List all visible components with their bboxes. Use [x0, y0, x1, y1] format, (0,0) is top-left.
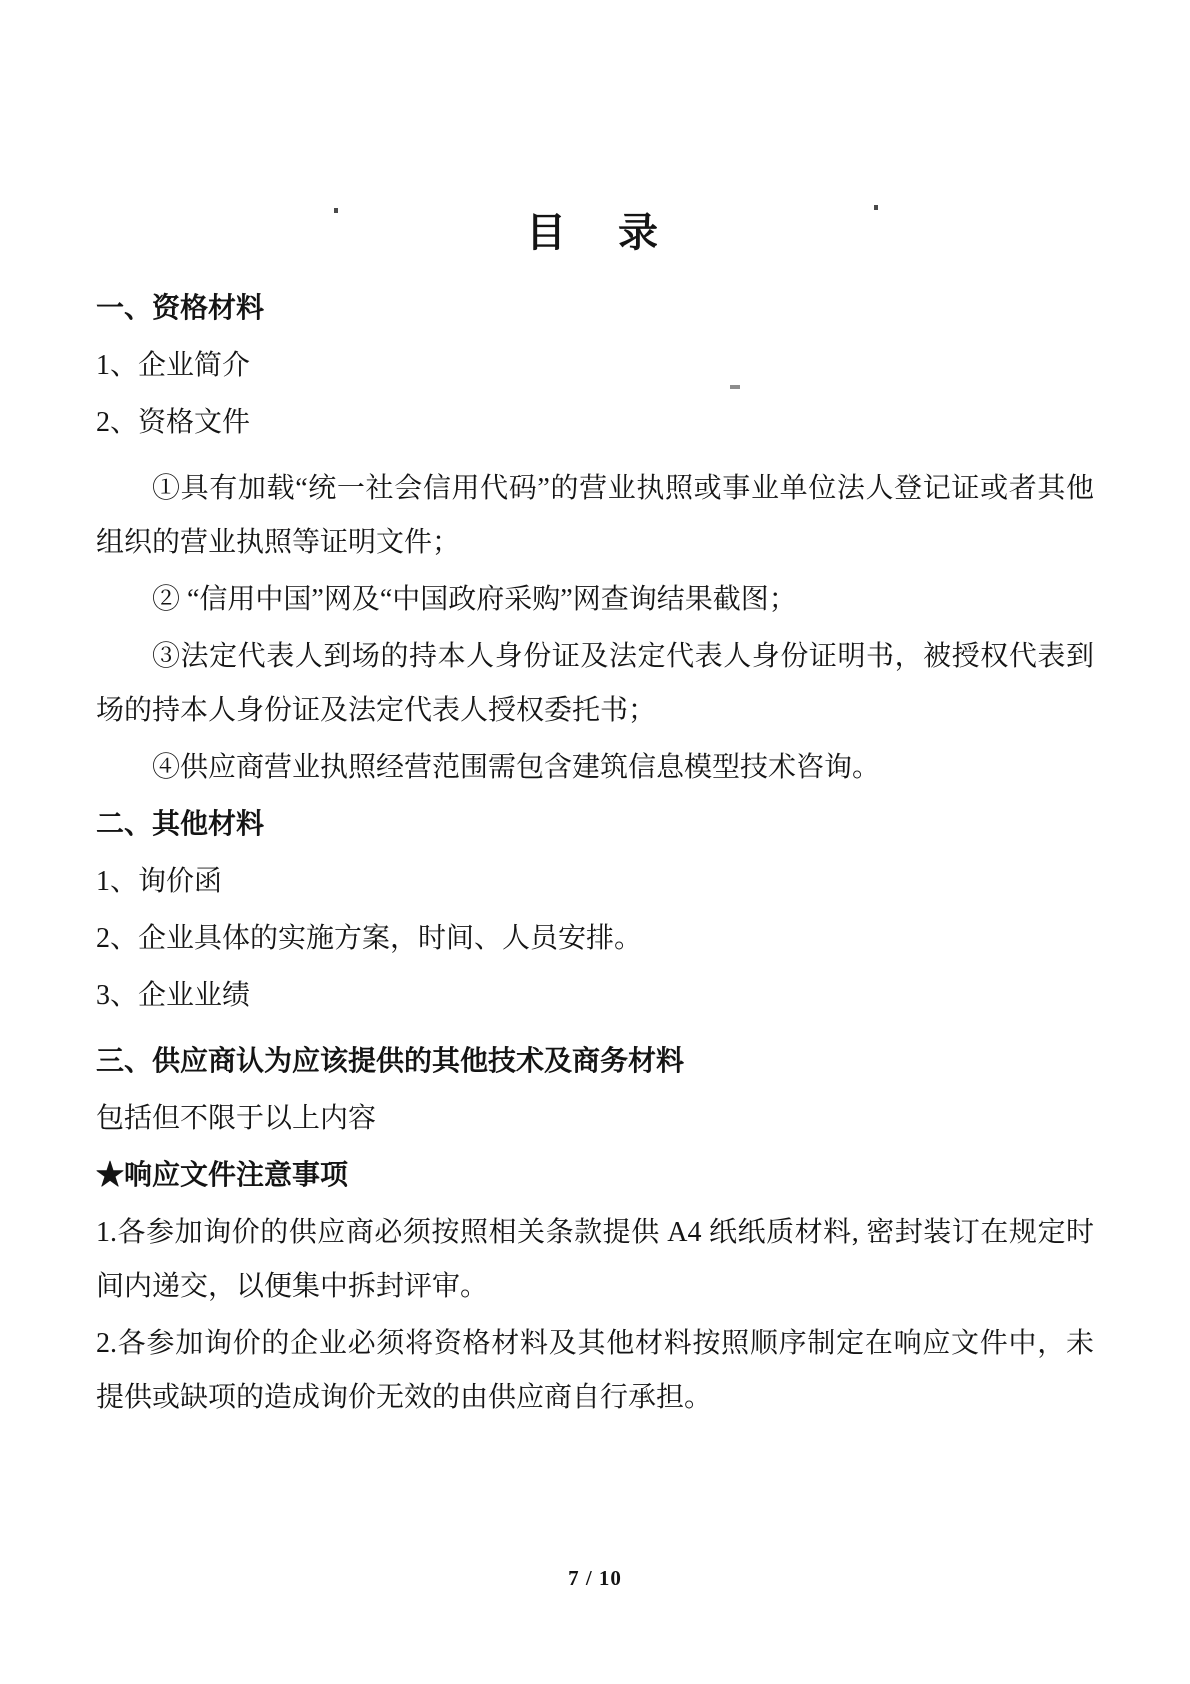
document-title: 目 录: [526, 210, 664, 255]
page-number: 7 / 10: [568, 1566, 622, 1590]
toc-heading-other-materials: 二、其他材料: [96, 809, 265, 840]
toc-item-business-license-proof: ①具有加载“统一社会信用代码”的营业执照或事业单位法人登记证或者其他组织的营业执照等证明文件；: [96, 473, 1094, 558]
toc-heading-other-technical-business-materials: 三、供应商认为应该提供的其他技术及商务材料: [96, 1046, 685, 1077]
toc-item-implementation-plan: 2、企业具体的实施方案，时间、人员安排。: [96, 923, 643, 954]
toc-heading-response-file-notes: ★响应文件注意事项: [96, 1160, 349, 1191]
toc-heading-qualification-materials: 一、资格材料: [96, 293, 265, 324]
toc-item-qualification-documents: 2、资格文件: [96, 407, 251, 438]
toc-item-company-performance: 3、企业业绩: [96, 980, 251, 1011]
scan-artifact-dash: [730, 385, 740, 389]
toc-note-sealed-binding-requirement: 1.各参加询价的供应商必须按照相关条款提供 A4 纸纸质材料, 密封装订在规定时间内递交，以便集中拆封评审。: [96, 1217, 1094, 1302]
toc-item-company-profile: 1、企业简介: [96, 350, 251, 381]
toc-item-inquiry-letter: 1、询价函: [96, 866, 223, 897]
toc-item-credit-china-screenshots: ② “信用中国”网及“中国政府采购”网查询结果截图；: [152, 584, 797, 615]
toc-item-including-but-not-limited: 包括但不限于以上内容: [96, 1103, 377, 1134]
toc-note-material-order-requirement: 2.各参加询价的企业必须将资格材料及其他材料按照顺序制定在响应文件中，未提供或缺项的造成询价无效的由供应商自行承担。: [96, 1328, 1094, 1413]
scan-artifact-dot: [334, 208, 338, 213]
toc-item-legal-representative-id: ③法定代表人到场的持本人身份证及法定代表人身份证明书，被授权代表到场的持本人身份证及法定代表人授权委托书；: [96, 641, 1094, 726]
toc-item-business-scope-requirement: ④供应商营业执照经营范围需包含建筑信息模型技术咨询。: [152, 752, 881, 783]
scan-artifact-dot: [874, 205, 878, 210]
